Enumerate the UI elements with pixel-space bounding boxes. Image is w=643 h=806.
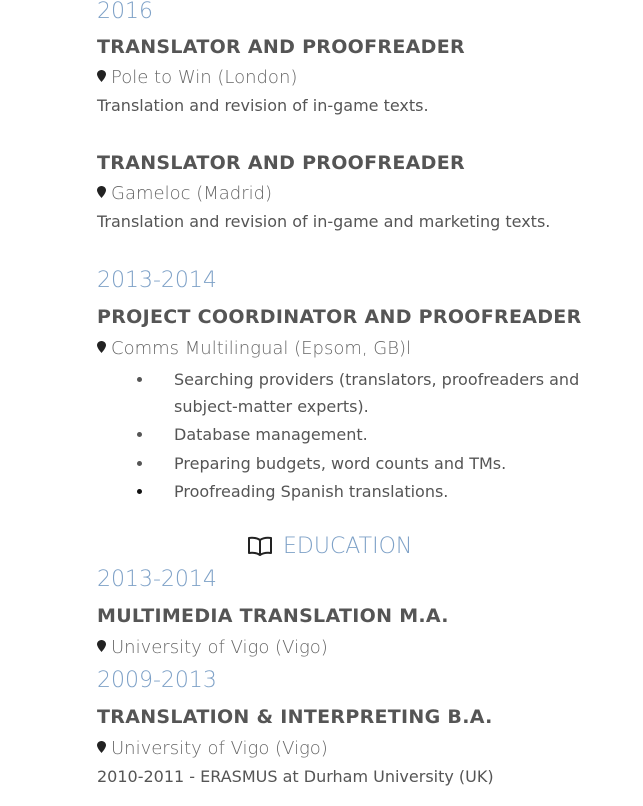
- job-location: [97, 338, 411, 359]
- map-pin-icon: [97, 186, 106, 198]
- map-pin-icon: [97, 70, 106, 82]
- list-item: [174, 421, 368, 448]
- education-location-label: University of Vigo (Vigo): [111, 738, 328, 759]
- map-pin-icon: [97, 640, 106, 652]
- map-pin-icon: [97, 341, 106, 353]
- experience-year: 2016: [97, 0, 153, 24]
- job-description: Translation and revision of in-game and marketing texts.: [97, 212, 551, 231]
- job-location: [97, 183, 272, 204]
- list-item-text: subject-matter experts).: [174, 397, 369, 416]
- education-location: [97, 637, 328, 658]
- job-location-label: Pole to Win (London): [111, 67, 298, 88]
- list-item-continuation: [174, 393, 369, 420]
- bullet-icon: [137, 377, 142, 382]
- education-year: 2009-2013: [97, 668, 217, 693]
- bullet-icon: [137, 461, 142, 466]
- education-note: 2010-2011 - ERASMUS at Durham University (UK): [97, 767, 494, 786]
- list-item-text: Searching providers (translators, proofreaders and: [174, 370, 580, 389]
- list-item: [174, 366, 579, 393]
- open-book-icon: [247, 536, 273, 556]
- list-item-text: Database management.: [174, 425, 368, 444]
- degree-title: MULTIMEDIA TRANSLATION M.A.: [97, 605, 449, 627]
- list-item: [174, 450, 506, 477]
- education-year: 2013-2014: [97, 567, 217, 592]
- job-location: [97, 67, 297, 88]
- map-pin-icon: [97, 741, 106, 753]
- bullet-icon: [137, 432, 142, 437]
- list-item: [174, 478, 448, 505]
- list-item-text: Proofreading Spanish translations.: [174, 482, 449, 501]
- education-heading-label: EDUCATION: [283, 534, 413, 559]
- job-location-label: Gameloc (Madrid): [111, 183, 273, 204]
- degree-title: TRANSLATION & INTERPRETING B.A.: [97, 706, 493, 728]
- job-description: Translation and revision of in-game texts.: [97, 96, 429, 115]
- education-heading: [247, 534, 412, 559]
- job-title: TRANSLATOR AND PROOFREADER: [97, 36, 465, 58]
- job-title: TRANSLATOR AND PROOFREADER: [97, 152, 465, 174]
- education-location-label: University of Vigo (Vigo): [111, 637, 328, 658]
- experience-year: 2013-2014: [97, 268, 217, 293]
- education-location: [97, 738, 328, 759]
- job-title: PROJECT COORDINATOR AND PROOFREADER: [97, 306, 582, 328]
- list-item-text: Preparing budgets, word counts and TMs.: [174, 454, 507, 473]
- job-location-label: Comms Multilingual (Epsom, GB)l: [111, 338, 412, 359]
- bullet-icon: [137, 489, 142, 494]
